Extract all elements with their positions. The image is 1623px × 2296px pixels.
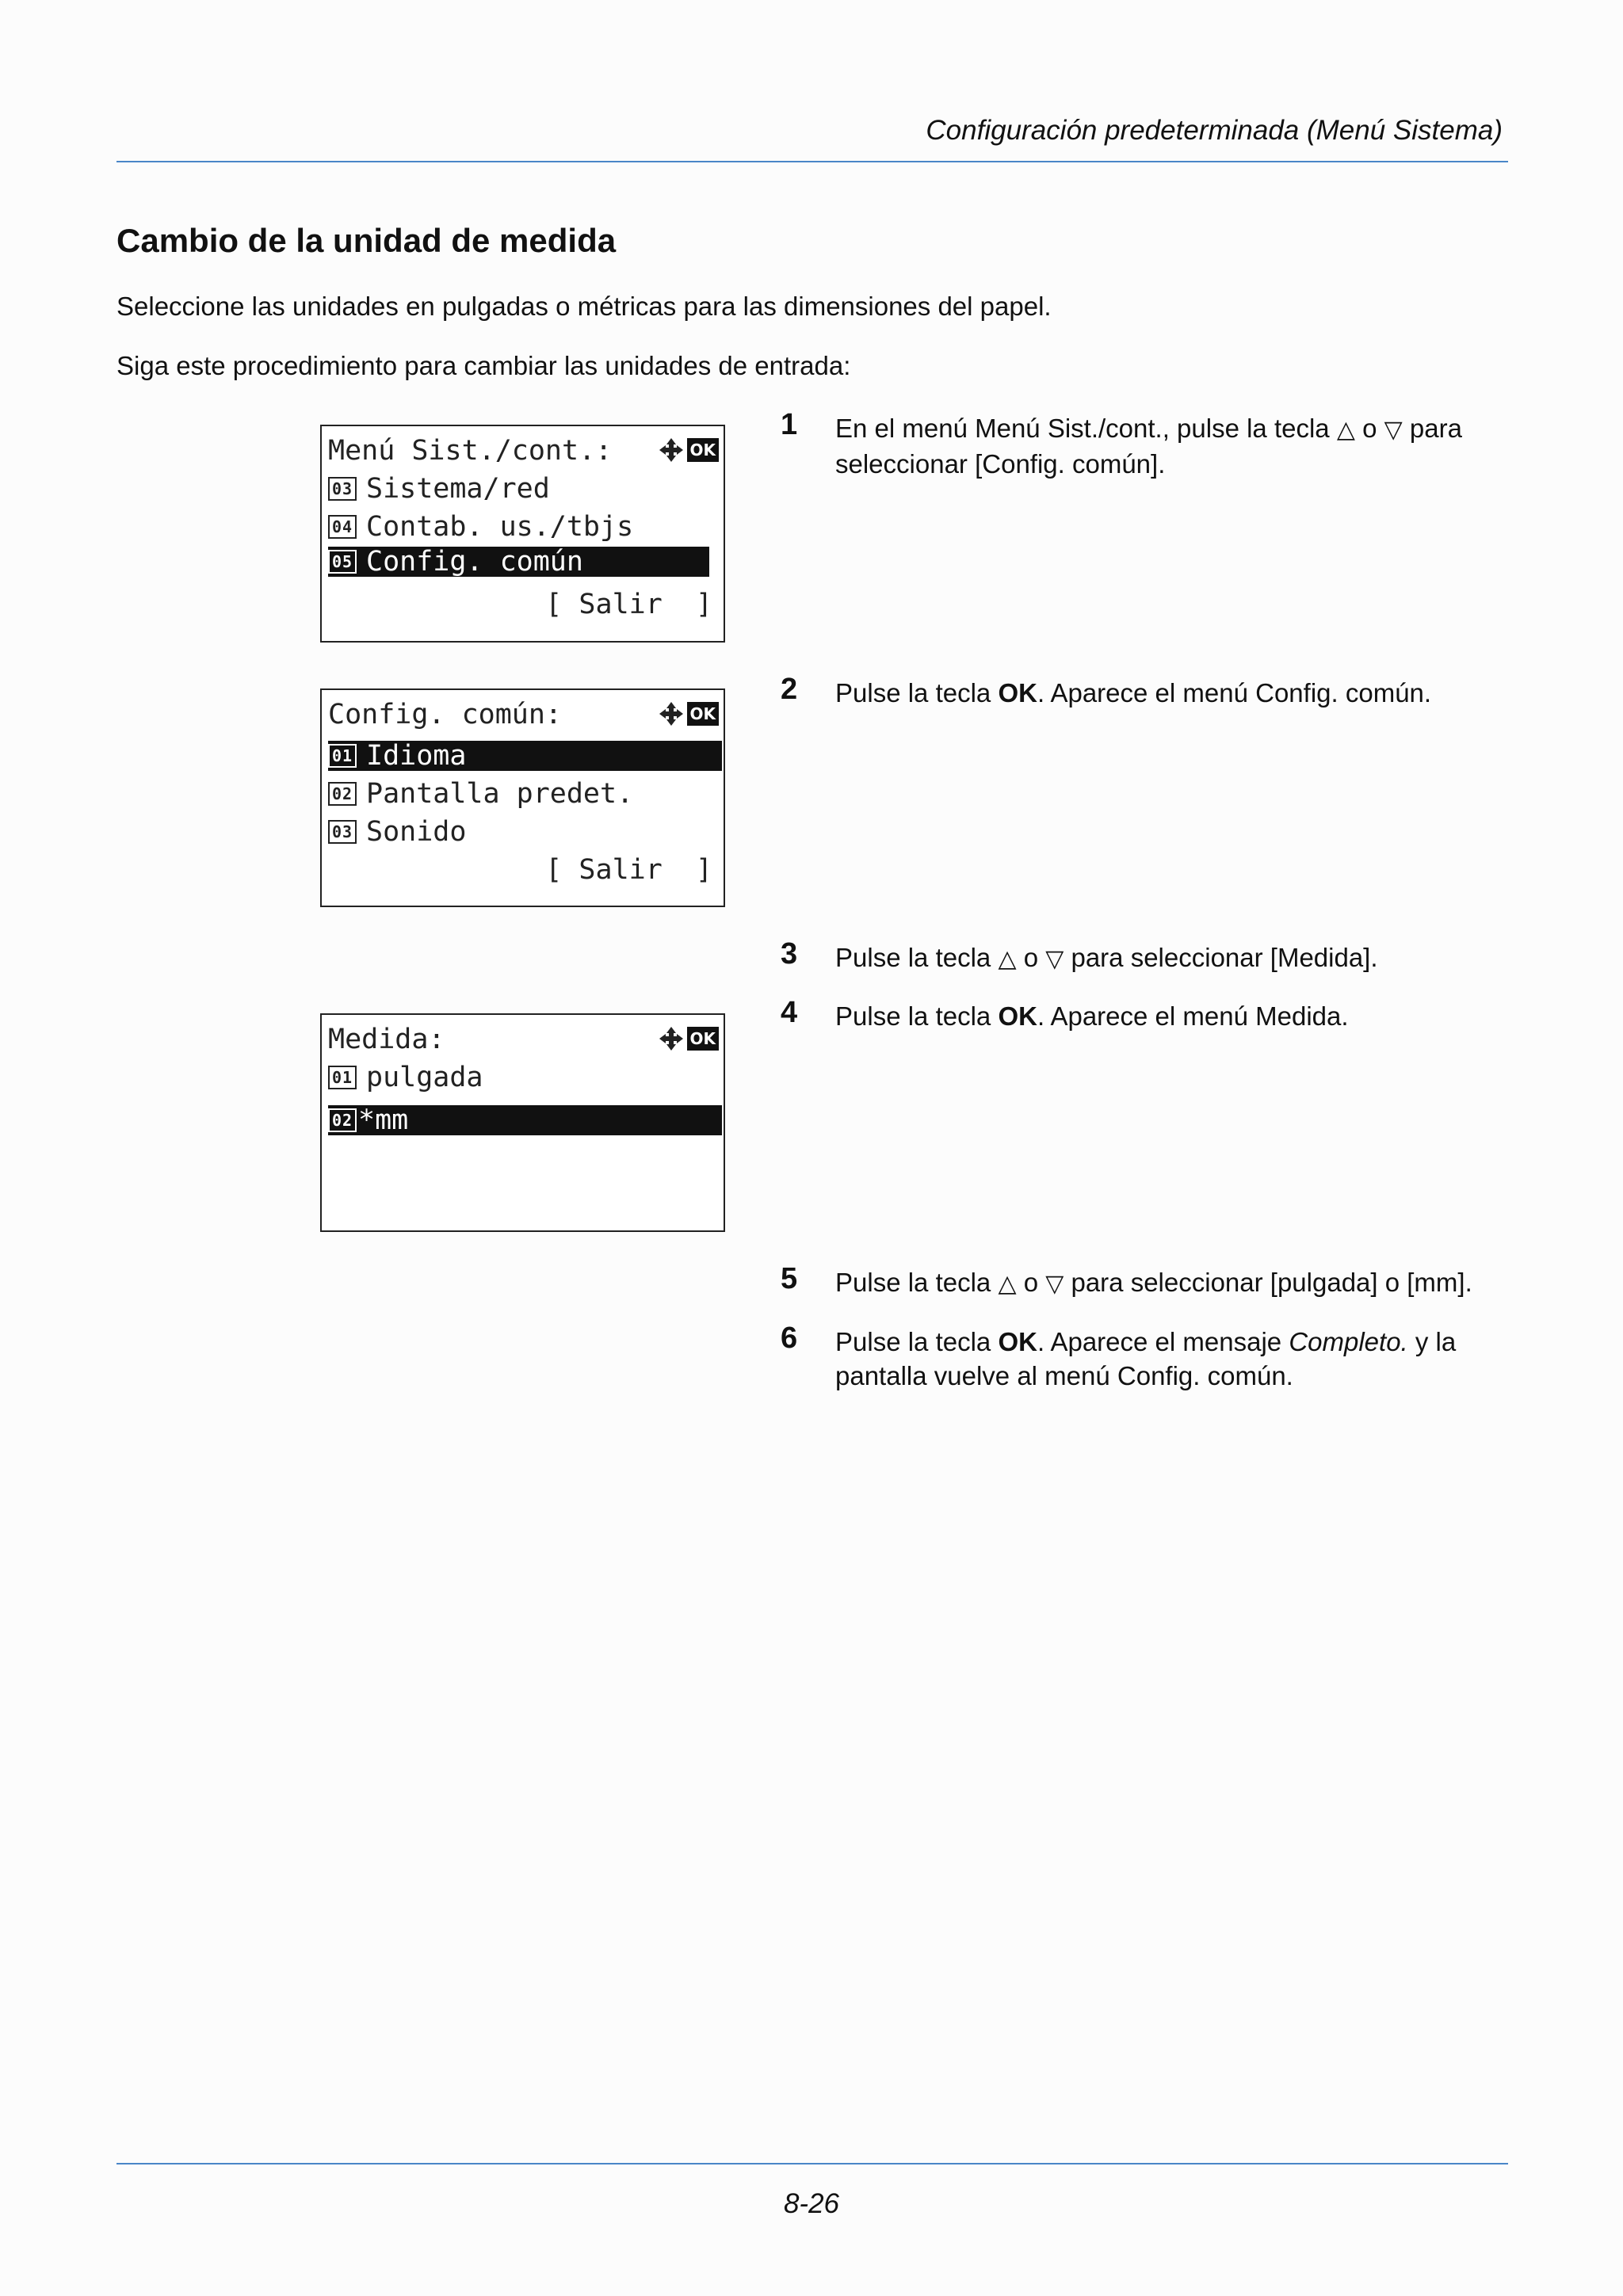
lcd-menu-row: [328, 474, 722, 504]
step-number: 1: [781, 408, 798, 441]
lcd-exit-softkey: [545, 589, 712, 620]
ok-key-icon: OK: [687, 438, 720, 462]
lcd-nav-indicator: [659, 701, 720, 727]
item-number-badge: 02: [328, 1108, 357, 1132]
lcd-nav-indicator: [659, 437, 720, 463]
step-text: Pulse la tecla △ o ▽ para seleccionar [pulgada] o [mm].: [835, 1268, 1472, 1298]
lcd-screen-measurement: [320, 1013, 725, 1232]
intro-paragraph: Seleccione las unidades en pulgadas o métricas para las dimensiones del papel.: [116, 292, 1052, 321]
step-number: 5: [781, 1262, 798, 1295]
lcd-menu-label: Idioma: [366, 740, 467, 772]
item-number-badge: 03: [328, 820, 357, 844]
completion-message: Completo.: [1289, 1327, 1408, 1356]
arrow-cross-icon: [659, 437, 684, 463]
item-number-badge: 02: [328, 782, 357, 806]
item-number-badge: 01: [328, 1066, 357, 1089]
up-triangle-icon: △: [998, 1270, 1017, 1298]
down-triangle-icon: ▽: [1384, 416, 1403, 444]
lcd-menu-label: Sonido: [366, 816, 467, 848]
up-triangle-icon: △: [998, 945, 1017, 973]
ok-key-label: OK: [998, 678, 1037, 707]
intro-paragraph: Siga este procedimiento para cambiar las unidades de entrada:: [116, 351, 851, 380]
step-text: Pulse la tecla OK. Aparece el mensaje Completo. y la pantalla vuelve al menú Config. común.: [835, 1327, 1457, 1390]
lcd-menu-label: *mm: [358, 1104, 409, 1136]
arrow-cross-icon: [659, 701, 684, 727]
down-triangle-icon: ▽: [1045, 1270, 1064, 1298]
lcd-menu-row-selected: [328, 1105, 722, 1135]
ok-key-label: OK: [998, 1327, 1037, 1356]
lcd-menu-label: Contab. us./tbjs: [366, 511, 634, 543]
step-text: Pulse la tecla △ o ▽ para seleccionar [Medida].: [835, 943, 1378, 973]
ok-key-label: OK: [998, 1001, 1037, 1031]
lcd-menu-label: Config. común: [366, 546, 583, 578]
step-text: Pulse la tecla OK. Aparece el menú Medida.: [835, 1001, 1349, 1031]
footer-rule: [116, 2163, 1508, 2164]
lcd-menu-label: pulgada: [366, 1062, 483, 1093]
lcd-menu-row: [328, 1062, 722, 1093]
lcd-title: Config. común:: [328, 699, 563, 730]
lcd-menu-label: Sistema/red: [366, 473, 550, 505]
item-number-badge: 04: [328, 515, 357, 539]
lcd-screen-common-settings: [320, 688, 725, 907]
lcd-menu-row: [328, 512, 722, 542]
lcd-title: Medida:: [328, 1024, 445, 1055]
lcd-screen-system-menu: [320, 425, 725, 643]
lcd-menu-row: [328, 779, 722, 809]
step-number: 3: [781, 937, 798, 971]
lcd-menu-row: [328, 817, 722, 847]
ok-key-icon: OK: [687, 702, 720, 726]
section-heading: Cambio de la unidad de medida: [116, 222, 617, 259]
lcd-title: Menú Sist./cont.:: [328, 435, 613, 467]
page-number: 8-26: [783, 2188, 840, 2219]
item-number-badge: 03: [328, 477, 357, 501]
step-text: Pulse la tecla OK. Aparece el menú Config. común.: [835, 678, 1432, 707]
ok-key-icon: OK: [687, 1027, 720, 1051]
lcd-menu-row-selected: [328, 741, 722, 771]
lcd-menu-row-selected: [328, 547, 709, 577]
item-number-badge: 01: [328, 744, 357, 768]
arrow-cross-icon: [659, 1026, 684, 1051]
exit-label: [ Salir ]: [545, 589, 712, 620]
up-triangle-icon: △: [1336, 416, 1355, 444]
page-header-title: Configuración predeterminada (Menú Sistema): [926, 115, 1503, 146]
lcd-menu-label: Pantalla predet.: [366, 778, 634, 810]
step-number: 6: [781, 1322, 798, 1355]
exit-label: [ Salir ]: [545, 854, 712, 886]
down-triangle-icon: ▽: [1045, 945, 1064, 973]
header-rule: [116, 161, 1508, 162]
step-number: 2: [781, 673, 798, 706]
step-text: En el menú Menú Sist./cont., pulse la tecla △ o ▽ para seleccionar [Config. común].: [835, 414, 1462, 479]
step-number: 4: [781, 996, 798, 1029]
lcd-nav-indicator: [659, 1026, 720, 1051]
lcd-exit-softkey: [545, 855, 712, 885]
item-number-badge: 05: [328, 550, 357, 574]
